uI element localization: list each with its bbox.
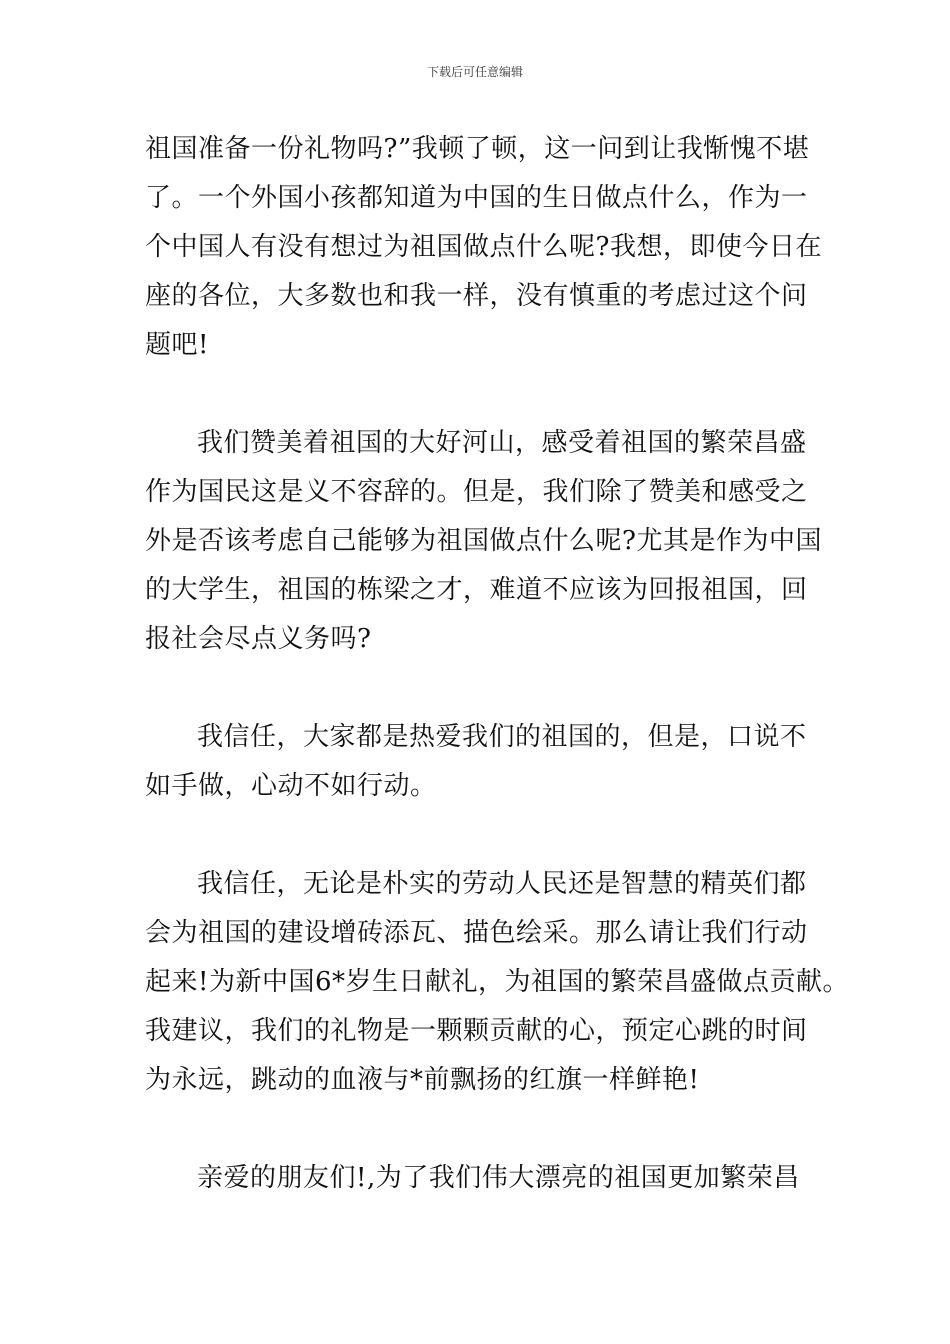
text-line: 我建议，我们的礼物是一颗颗贡献的心，预定心跳的时间 xyxy=(145,1016,808,1046)
paragraph-spacer xyxy=(145,664,810,713)
text-line: 起来!为新中国6*岁生日献礼，为祖国的繁荣昌盛做点贡献。 xyxy=(145,967,849,997)
paragraph-spacer xyxy=(145,1105,810,1154)
paragraph-3 xyxy=(145,713,810,811)
text-line: 祖国准备一份礼物吗?”我顿了顿，这一问到让我惭愧不堪 xyxy=(145,134,810,164)
text-line: 个中国人有没有想过为祖国做点什么呢?我想，即使今日在 xyxy=(145,232,822,262)
text-line: 外是否该考虑自己能够为祖国做点什么呢?尤其是作为中国 xyxy=(145,526,822,556)
text-line: 题吧! xyxy=(145,330,209,360)
text-line: 为永远，跳动的血液与*前飘扬的红旗一样鲜艳! xyxy=(145,1065,700,1095)
paragraph-2 xyxy=(145,419,822,664)
text-line: 会为祖国的建设增砖添瓦、描色绘采。那么请让我们行动 xyxy=(145,918,808,948)
text-line: 我信任，无论是朴实的劳动人民还是智慧的精英们都 xyxy=(197,869,807,899)
text-line: 亲爱的朋友们!,为了我们伟大漂亮的祖国更加繁荣昌 xyxy=(197,1163,800,1193)
text-line: 报社会尽点义务吗? xyxy=(145,624,372,654)
text-line: 我信任，大家都是热爱我们的祖国的，但是，口说不 xyxy=(197,722,807,752)
paragraph-1 xyxy=(145,125,822,370)
paragraph-spacer xyxy=(145,811,810,860)
document-body xyxy=(145,125,849,1203)
page-header: 下载后可任意编辑 xyxy=(426,65,523,79)
paragraph-4 xyxy=(145,860,849,1105)
paragraph-spacer xyxy=(145,370,810,419)
paragraph-5 xyxy=(145,1154,810,1203)
text-line: 我们赞美着祖国的大好河山，感受着祖国的繁荣昌盛 xyxy=(197,428,807,458)
text-line: 的大学生，祖国的栋梁之才，难道不应该为回报祖国，回 xyxy=(145,575,808,605)
text-line: 作为国民这是义不容辞的。但是，我们除了赞美和感受之 xyxy=(145,477,808,507)
text-line: 了。一个外国小孩都知道为中国的生日做点什么，作为一 xyxy=(145,183,808,213)
text-line: 座的各位，大多数也和我一样，没有慎重的考虑过这个问 xyxy=(145,281,808,311)
text-line: 如手做，心动不如行动。 xyxy=(145,771,437,801)
